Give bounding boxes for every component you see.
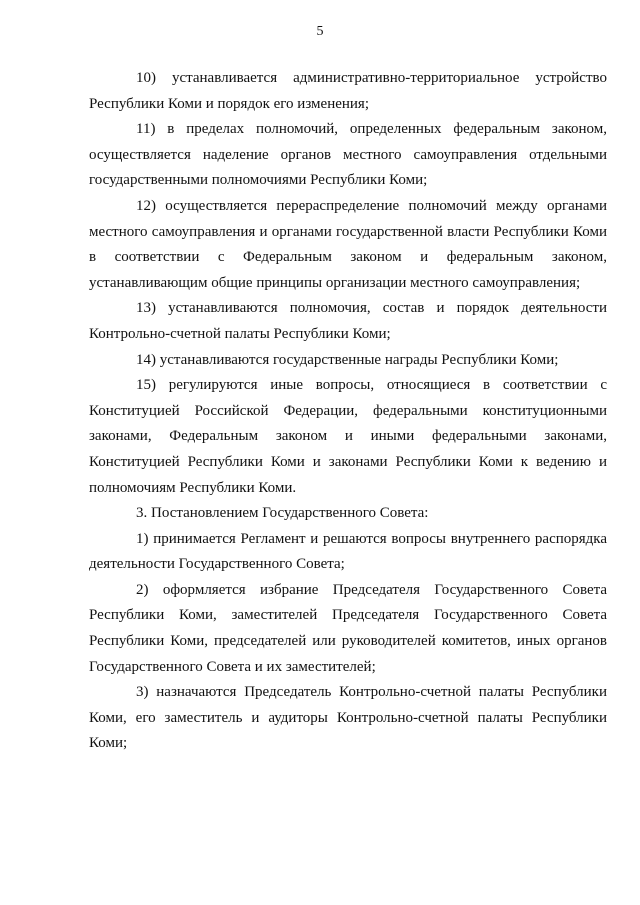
paragraph-item-2: 2) оформляется избрание Председателя Государственного Совета Республики Коми, заместителей Председателя Государственного Совета Республики Коми, председателей или руководителей комитетов, иных органов Государственного Совета и их заместителей; (89, 581, 607, 675)
paragraph-item-3: 3) назначаются Председатель Контрольно-счетной палаты Республики Коми, его заместитель и аудиторы Контрольно-счетной палаты Республики Коми; (89, 684, 607, 752)
section-heading-3: 3. Постановлением Государственного Совета: (136, 505, 429, 522)
paragraph-item-13: 13) устанавливаются полномочия, состав и порядок деятельности Контрольно-счетной палаты Республики Коми; (89, 300, 607, 342)
paragraph-item-1: 1) принимается Регламент и решаются вопросы внутреннего распорядка деятельности Государственного Совета; (89, 530, 607, 573)
paragraph-item-14: 14) устанавливаются государственные награды Республики Коми; (136, 351, 559, 368)
page-number: 5 (316, 24, 324, 39)
document-body (89, 66, 607, 757)
paragraph-item-11: 11) в пределах полномочий, определенных федеральным законом, осуществляется наделение органов местного самоуправления отдельными государственными полномочиями Республики Коми; (89, 121, 607, 189)
paragraph-item-12: 12) осуществляется перераспределение полномочий между органами местного самоуправления и органами государственной власти Республики Коми в соответствии с Федеральным законом и федеральным законом, устанавливающим общие принципы организации местного самоуправления; (89, 197, 607, 291)
paragraph-item-15: 15) регулируются иные вопросы, относящиеся в соответствии с Конституцией Российской Федерации, федеральными конституционными законами, Федеральным законом и иными федеральными законами, Конституцией Республики Коми и законами Республики Коми к ведению и полномочиям Республики Коми. (89, 377, 607, 496)
paragraph-item-10: 10) устанавливается административно-территориальное устройство Республики Коми и порядок его изменения; (89, 70, 607, 112)
